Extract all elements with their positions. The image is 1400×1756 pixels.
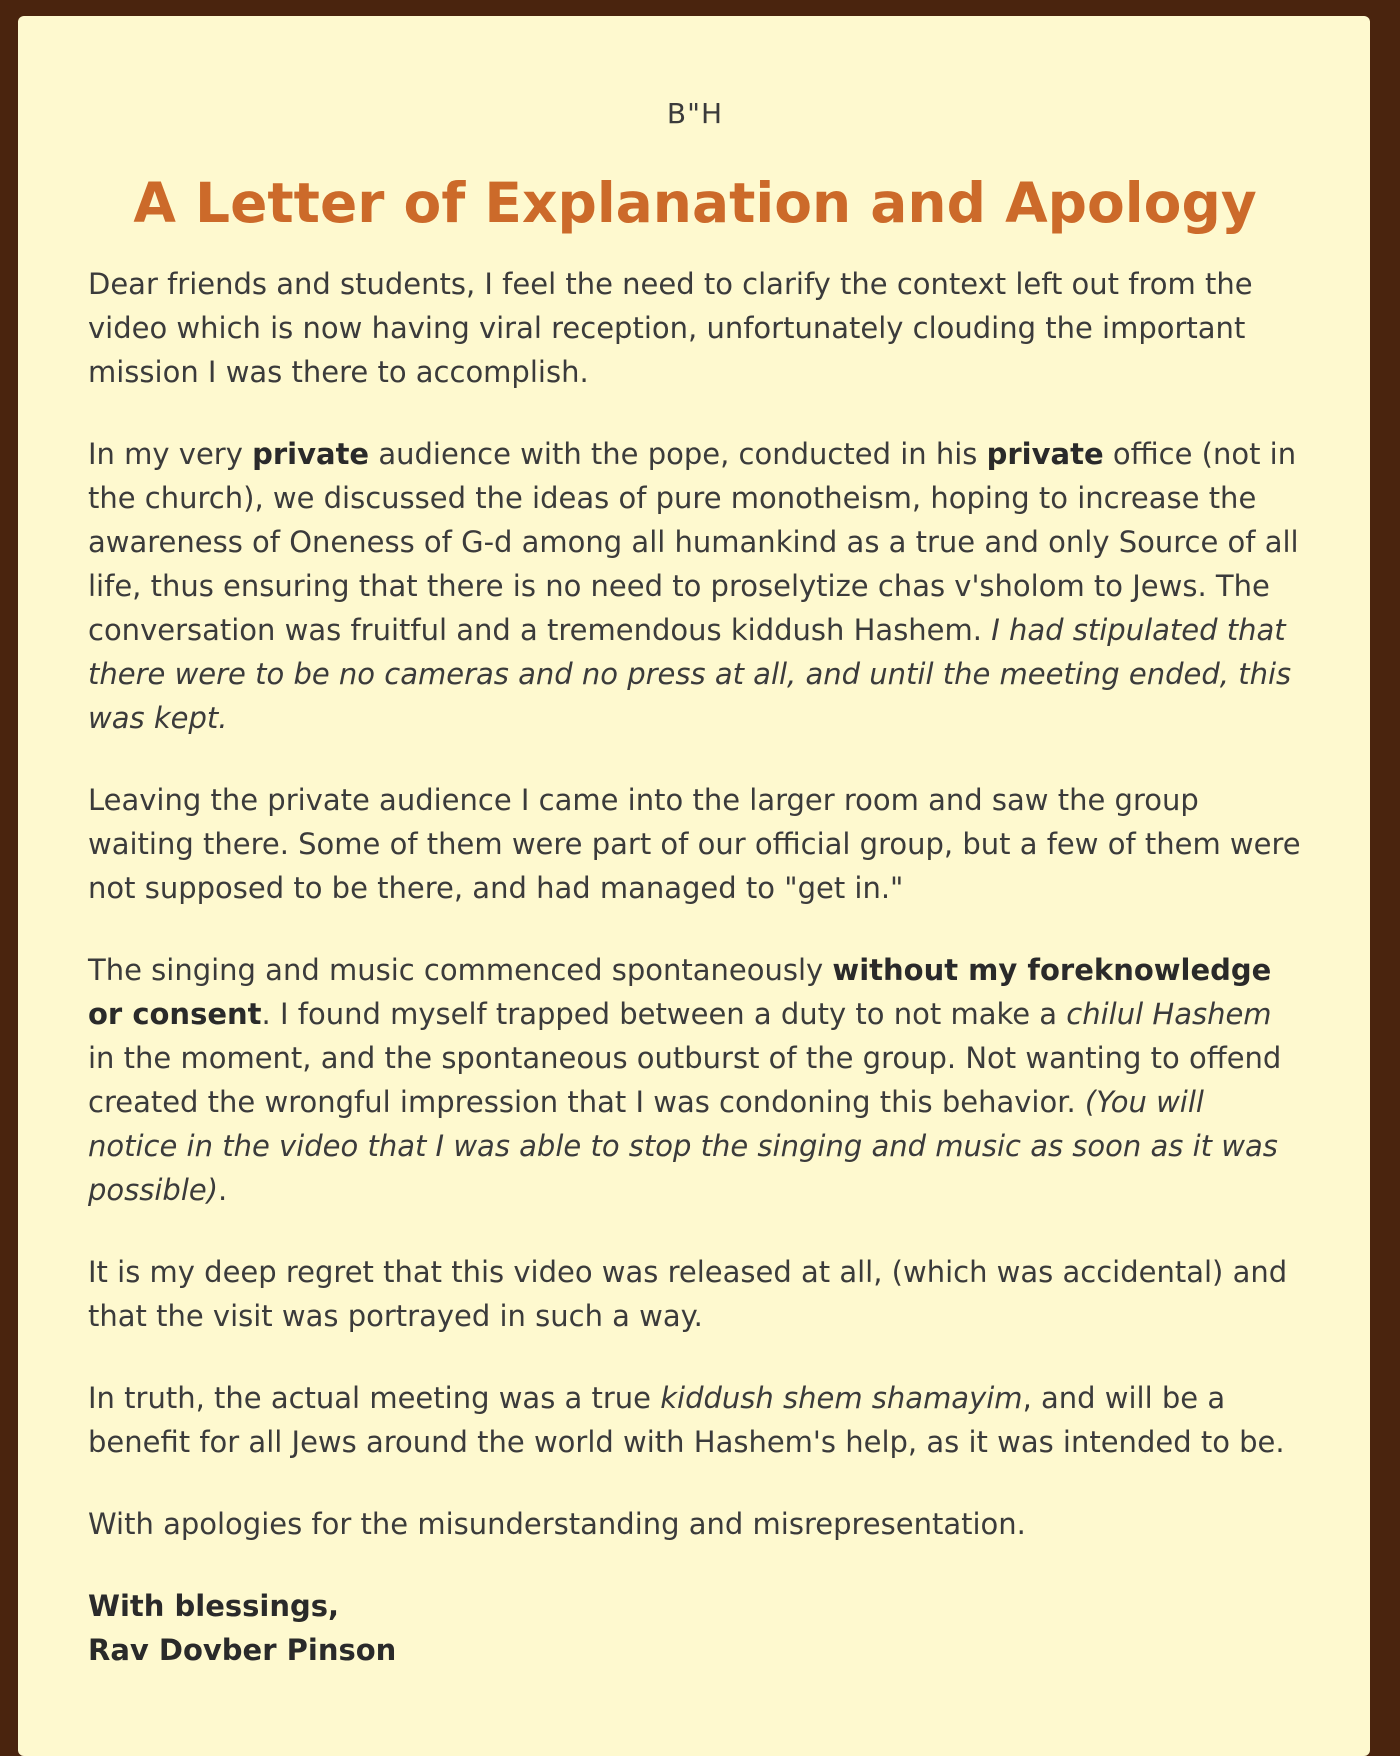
letter-body xyxy=(88,262,1302,1546)
signoff-greeting: With blessings, xyxy=(88,1589,340,1623)
paragraph-7: With apologies for the misunderstanding and misrepresentation. xyxy=(88,1507,1026,1541)
paragraph-4-text-c: . I found myself trapped between a duty to not make a xyxy=(261,997,1067,1031)
paragraph-6-italic: kiddush shem shamayim xyxy=(660,1381,1023,1415)
paragraph-2-italic: I had stipulated that there were to be no cameras and no press at all, and until the meeting ended, this was kept. xyxy=(88,613,1292,735)
paragraph-2-bold-private-1: private xyxy=(252,437,370,471)
paragraph-4-italic-chilul: chilul Hashem xyxy=(1066,997,1272,1031)
signoff-author: Rav Dovber Pinson xyxy=(88,1633,397,1667)
paragraph-1: Dear friends and students, I feel the need to clarify the context left out from the video which is now having viral reception, unfortunately clouding the important mission I was there to accomplish. xyxy=(88,267,1253,389)
paragraph-4 xyxy=(88,948,1302,1212)
letter-page xyxy=(18,16,1370,1756)
paragraph-6-text-c: , and will be a benefit for all Jews around the world with Hashem's help, as it was intended to be. xyxy=(88,1381,1285,1459)
paragraph-4-bold: without my foreknowledge or consent xyxy=(88,953,1272,1031)
paragraph-3: Leaving the private audience I came into the larger room and saw the group waiting there. Some of them were part of our official group, but a few of them were not supposed to be there, and had managed to "get in." xyxy=(88,783,1301,905)
paragraph-5: It is my deep regret that this video was released at all, (which was accidental) and that the visit was portrayed in such a way. xyxy=(88,1255,1288,1333)
paragraph-4-text-g: . xyxy=(218,1173,228,1207)
paragraph-6-text-a: In truth, the actual meeting was a true xyxy=(88,1381,661,1415)
paragraph-4-text-a: The singing and music commenced spontaneously xyxy=(88,953,833,987)
signoff xyxy=(88,1584,1302,1672)
paragraph-2-text-c: audience with the pope, conducted in his xyxy=(369,437,987,471)
paragraph-2-text-a: In my very xyxy=(88,437,253,471)
paragraph-6 xyxy=(88,1376,1302,1464)
page-title: A Letter of Explanation and Apology xyxy=(133,171,1257,235)
paragraph-4-italic-note: (You will notice in the video that I was able to stop the singing and music as soon as it was possible) xyxy=(88,1085,1278,1207)
paragraph-4-text-e: in the moment, and the spontaneous outburst of the group. Not wanting to offend created the wrongful impression that I was condoning this behavior. xyxy=(88,1041,1282,1119)
bh-header: B"H xyxy=(666,97,724,130)
paragraph-2 xyxy=(88,432,1302,740)
paragraph-2-text-e: office (not in the church), we discussed the ideas of pure monotheism, hoping to increase the awareness of Oneness of G-d among all humankind as a true and only Source of all life, thus ensuring that there is no need to proselytize chas v'sholom to Jews. The conversation was fruitful and a tremendous kiddush Hashem. xyxy=(88,437,1299,647)
paragraph-2-bold-private-2: private xyxy=(986,437,1104,471)
